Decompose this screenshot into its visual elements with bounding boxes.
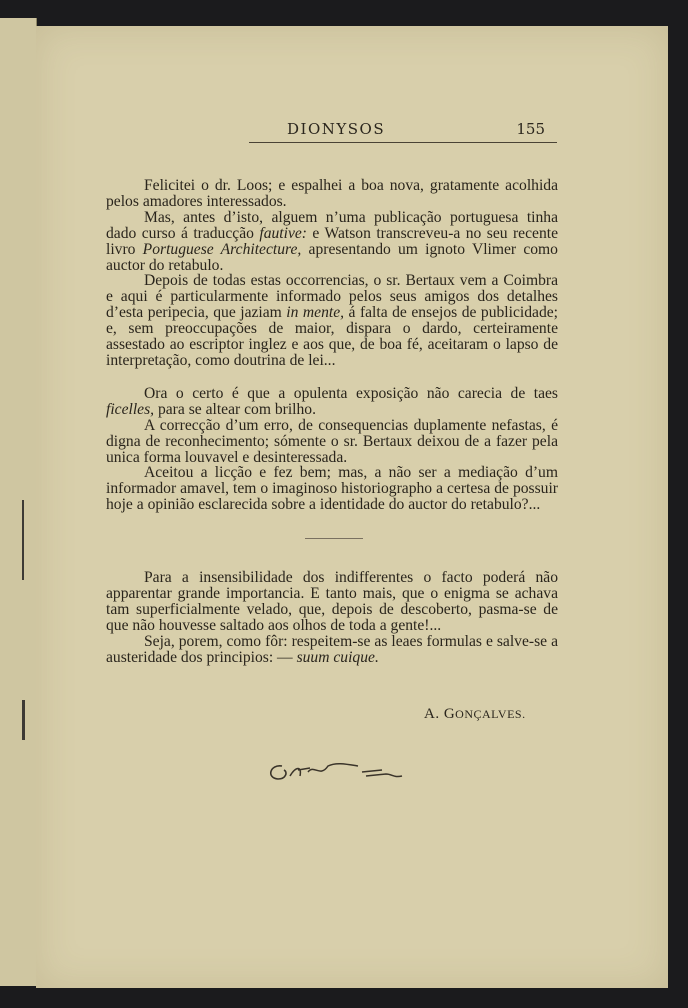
- binding-mark: [22, 700, 25, 740]
- paragraph: A correcção d’um erro, de consequencias duplamente nefastas, é digna de reconhecimento; sómente o sr. Bertaux deixou de a fazer pela unica forma louvavel e desinteressada.: [106, 416, 558, 466]
- running-title: DIONYSOS: [287, 120, 386, 138]
- paragraph: Ora o certo é que a opulenta exposição não carecia de taes ficelles, para se altear com brilho.: [106, 384, 558, 418]
- paragraph: Felicitei o dr. Loos; e espalhei a boa nova, gratamente acolhida pelos amadores interessados.: [106, 177, 558, 210]
- paragraph: Seja, porem, como fôr: respeitem-se as leaes formulas e salve-se a austeridade dos principios: — suum cuique.: [106, 632, 558, 666]
- author-signature: A. GONÇALVES.: [424, 706, 526, 722]
- closing-text-block: [106, 570, 558, 665]
- binding-mark: [22, 500, 24, 580]
- page-header: [249, 118, 557, 143]
- paragraph: Mas, antes d’isto, alguem n’uma publicação portuguesa tinha dado curso á traducção fautive: e Watson transcreveu-a no seu recente livro Portuguese Architecture, apresentando um ignoto Vlimer como auctor do retabulo.: [106, 208, 558, 274]
- section-separator: [305, 538, 363, 539]
- paragraph: Para a insensibilidade dos indifferentes o facto poderá não apparentar grande importancia. E tanto mais, que o enigma se achava tam superficialmente velado, que, depois de descoberto, pasma-se de que não houvesse saltado aos olhos de toda a gente!...: [106, 569, 558, 634]
- paragraph: Aceitou a licção e fez bem; mas, a não ser a mediação d’um informador amavel, tem o imaginoso historiographo a certesa de possuir hoje a opinião esclarecida sobre a identidade do auctor do retabulo?...: [106, 464, 558, 514]
- handwritten-signature-icon: [262, 752, 412, 786]
- main-text-block: [106, 178, 558, 513]
- page-number: 155: [516, 120, 545, 138]
- previous-page-edge: [0, 18, 37, 986]
- paragraph: Depois de todas estas occorrencias, o sr. Bertaux vem a Coimbra e aqui é particularmente informado pelos seus amigos dos detalhes d’esta peripecia, que jaziam in mente, á falta de ensejos de publicidade; e, sem preoccupações de maior, dispara o dardo, certeiramente assestado ao escriptor inglez e aos que, de boa fé, aceitaram o lapso de interpretação, como doutrina de lei...: [106, 272, 558, 369]
